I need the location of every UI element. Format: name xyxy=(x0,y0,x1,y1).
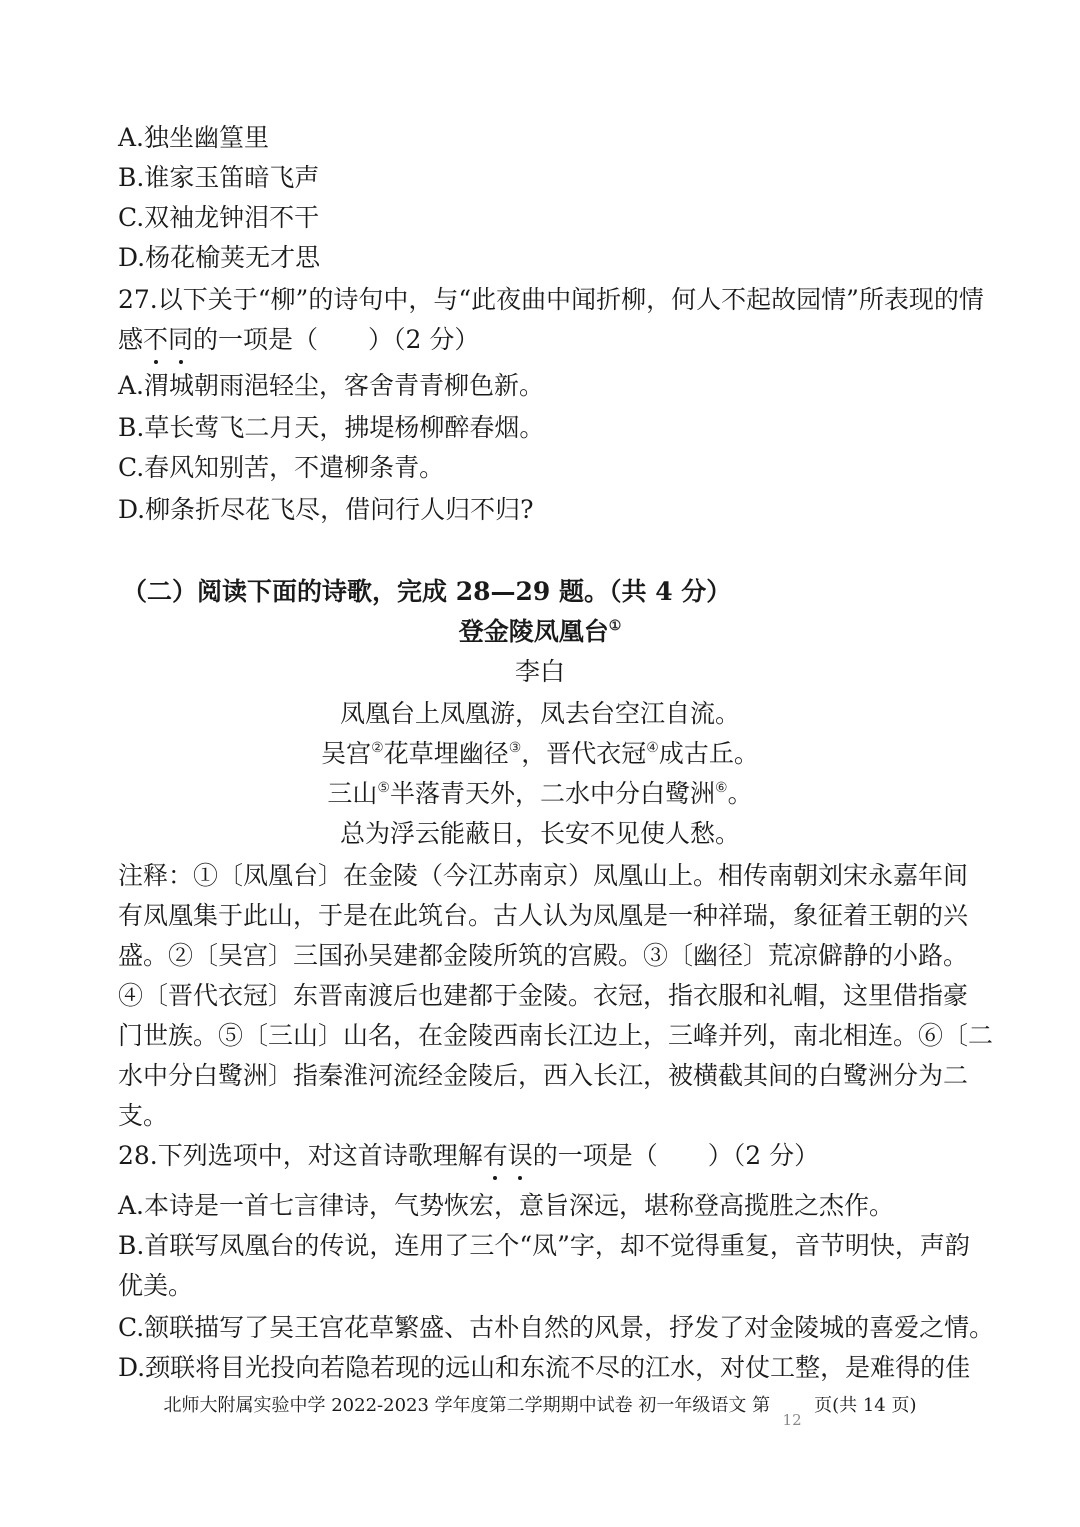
q28-option-b-line1: B.首联写凤凰台的传说，连用了三个“凤”字，却不觉得重复，音节明快，声韵 xyxy=(118,1231,970,1260)
q26-option-a: A.独坐幽篁里 xyxy=(118,123,270,152)
q28-stem-text: 的一项是（ ）（2 分） xyxy=(532,1141,820,1170)
q28-option-d: D.颈联将目光投向若隐若现的远山和东流不尽的江水，对仗工整，是难得的佳 xyxy=(118,1353,971,1382)
footnote-marker: ② xyxy=(371,740,384,756)
q27-stem-text: 感 xyxy=(118,325,144,354)
page-footer xyxy=(0,1392,1080,1429)
emphasis-mark: 不 xyxy=(143,320,168,360)
q26-option-b: B.谁家玉笛暗飞声 xyxy=(118,163,320,192)
poem-author: 李白 xyxy=(514,657,565,686)
q27-option-a: A.渭城朝雨浥轻尘，客舍青青柳色新。 xyxy=(118,371,545,400)
notes-line-7: 支。 xyxy=(118,1101,169,1130)
poem-text: 花草埋幽径 xyxy=(383,739,509,768)
poem-text: 吴宫 xyxy=(321,739,372,768)
q26-option-c: C.双袖龙钟泪不干 xyxy=(118,203,320,232)
q27-stem-line2 xyxy=(118,320,978,360)
notes-line-5: 门世族。⑤〔三山〕山名，在金陵西南长江边上，三峰并列，南北相连。⑥〔二 xyxy=(118,1021,994,1050)
footnote-marker: ④ xyxy=(646,740,659,756)
emphasis-mark: 有 xyxy=(483,1136,508,1176)
emphasis-mark: 误 xyxy=(508,1136,533,1176)
q28-stem xyxy=(118,1136,978,1176)
q28-stem-text: 28.下列选项中，对这首诗歌理解 xyxy=(118,1141,483,1170)
q28-option-a: A.本诗是一首七言律诗，气势恢宏，意旨深远，堪称登高揽胜之杰作。 xyxy=(118,1191,895,1220)
poem-text: 。 xyxy=(727,779,753,808)
notes-line-6: 水中分白鹭洲〕指秦淮河流经金陵后，西入长江，被横截其间的白鹭洲分为二 xyxy=(118,1061,969,1090)
section-heading: （二）阅读下面的诗歌，完成 28—29 题。（共 4 分） xyxy=(122,577,732,606)
footnote-marker: ① xyxy=(608,618,622,634)
q27-option-c: C.春风知别苦，不遣柳条青。 xyxy=(118,453,445,482)
q28-option-b-line2: 优美。 xyxy=(118,1271,194,1300)
poem-text: 成古丘。 xyxy=(658,739,759,768)
poem-title xyxy=(0,612,1080,652)
notes-line-4: ④〔晋代衣冠〕东晋南渡后也建都于金陵。衣冠，指衣服和礼帽，这里借指豪 xyxy=(118,981,969,1010)
q27-option-d: D.柳条折尽花飞尽，借问行人归不归? xyxy=(118,495,534,524)
emphasis-mark: 同 xyxy=(168,320,193,360)
footnote-marker: ⑥ xyxy=(715,780,728,796)
poem-text: ，晋代衣冠 xyxy=(521,739,647,768)
q28-option-c: C.颔联描写了吴王宫花草繁盛、古朴自然的风景，抒发了对金陵城的喜爱之情。 xyxy=(118,1313,995,1342)
notes-line-1: 注释：①〔凤凰台〕在金陵（今江苏南京）凤凰山上。相传南朝刘宋永嘉年间 xyxy=(118,861,969,890)
notes-line-3: 盛。②〔吴宫〕三国孙吴建都金陵所筑的宫殿。③〔幽径〕荒凉僻静的小路。 xyxy=(118,941,969,970)
footer-total: 页(共 14 页) xyxy=(814,1395,917,1416)
footnote-marker: ⑤ xyxy=(377,780,390,796)
footer-text: 北师大附属实验中学 2022-2023 学年度第二学期期中试卷 初一年级语文 第 xyxy=(163,1395,771,1416)
poem-text: 半落青天外，二水中分白鹭洲 xyxy=(389,779,715,808)
poem-line-4: 总为浮云能蔽日，长安不见使人愁。 xyxy=(339,819,740,848)
q26-option-d: D.杨花榆荚无才思 xyxy=(118,243,321,272)
poem-line-3 xyxy=(0,774,1080,814)
poem-line-1: 凤凰台上凤凰游，凤去台空江自流。 xyxy=(339,699,740,728)
poem-line-2 xyxy=(0,734,1080,774)
q27-stem-text: 的一项是（ ）（2 分） xyxy=(193,325,480,354)
notes-line-2: 有凤凰集于此山，于是在此筑台。古人认为凤凰是一种祥瑞，象征着王朝的兴 xyxy=(118,901,969,930)
poem-title-text: 登金陵凤凰台 xyxy=(458,617,609,646)
poem-text: 三山 xyxy=(327,779,378,808)
q27-option-b: B.草长莺飞二月天，拂堤杨柳醉春烟。 xyxy=(118,413,545,442)
q27-stem-line1: 27.以下关于“柳”的诗句中，与“此夜曲中闻折柳，何人不起故园情”所表现的情 xyxy=(118,285,984,314)
page-number: 12 xyxy=(782,1411,802,1429)
footnote-marker: ③ xyxy=(508,740,522,756)
